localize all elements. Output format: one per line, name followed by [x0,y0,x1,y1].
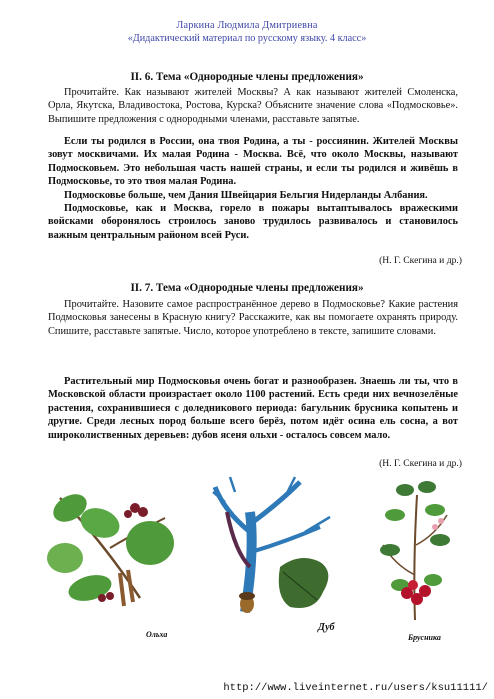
section1-task [48,86,458,126]
author-name: Ларкина Людмила Дмитриевна [176,20,318,31]
source-url: http://www.liveinternet.ru/users/ksu11111/ [223,682,488,694]
section1-text1: Если ты родился в России, она твоя Родина, а ты - россиянин. Жителей Москвы зовут москвичами. Их малая Родина - Москва. Всё, что около Москвы, называют Подмосковьем. Это небольшая часть нашей страны, и если ты родился и живёшь в Подмосковье, то это твоя малая Родина. [48,136,458,188]
section1-task-text: Прочитайте. Как называют жителей Москвы? А как называют жителей Смоленска, Орла, Якутска, Владивостока, Ростова, Курска? Объясните значение слова «Подмосковье». Выпишите предложения с однородными членами, расставьте запятые. [48,87,458,125]
oak-caption: Дуб [318,622,335,633]
section2-title: II. 7. Тема «Однородные члены предложения» [130,282,364,294]
book-subtitle: «Дидактический материал по русскому языку. 4 класс» [127,33,367,44]
section2-text [48,375,458,442]
alder-caption: Ольха [146,630,168,639]
section1-text [48,135,458,242]
alder-illustration [40,478,190,613]
lingonberry-caption: Брусника [408,633,441,642]
section2-source: (Н. Г. Скегина и др.) [379,458,462,469]
lingonberry-illustration [375,475,455,625]
section1-text2: Подмосковье больше, чем Дания Швейцария Бельгия Нидерланды Албания. [64,189,428,201]
section1-source: (Н. Г. Скегина и др.) [379,255,462,266]
section1-title: II. 6. Тема «Однородные члены предложения» [130,71,364,83]
section2-task [48,298,458,338]
section2-task-text: Прочитайте. Назовите самое распространённое дерево в Подмосковье? Какие растения Подмосковья занесены в Красную книгу? Расскажите, как вы помогаете охранять природу. Спишите, расставьте запятые. Число, которое употреблено в тексте, запишите словами. [48,299,458,337]
section2-text-body: Растительный мир Подмосковья очень богат и разнообразен. Знаешь ли ты, что в Московской области произрастает около 1100 растений. Есть среди них вечнозелёные растения, сохранившиеся с доледникового периода: багульник брусника копытень и другие. Среди лесных пород больше всего берёз, потом идёт осина ель сосна, а вот широколиственных деревьев: дубов ясеня ольхи - осталось совсем мало. [48,376,458,441]
section1-text3: Подмосковье, как и Москва, горело в пожары вытаптывалось вражескими войсками оборонялось строилось заново трудилось развивалось и становилось важным центральным районом всей Руси. [48,203,458,241]
oak-illustration [205,472,345,627]
